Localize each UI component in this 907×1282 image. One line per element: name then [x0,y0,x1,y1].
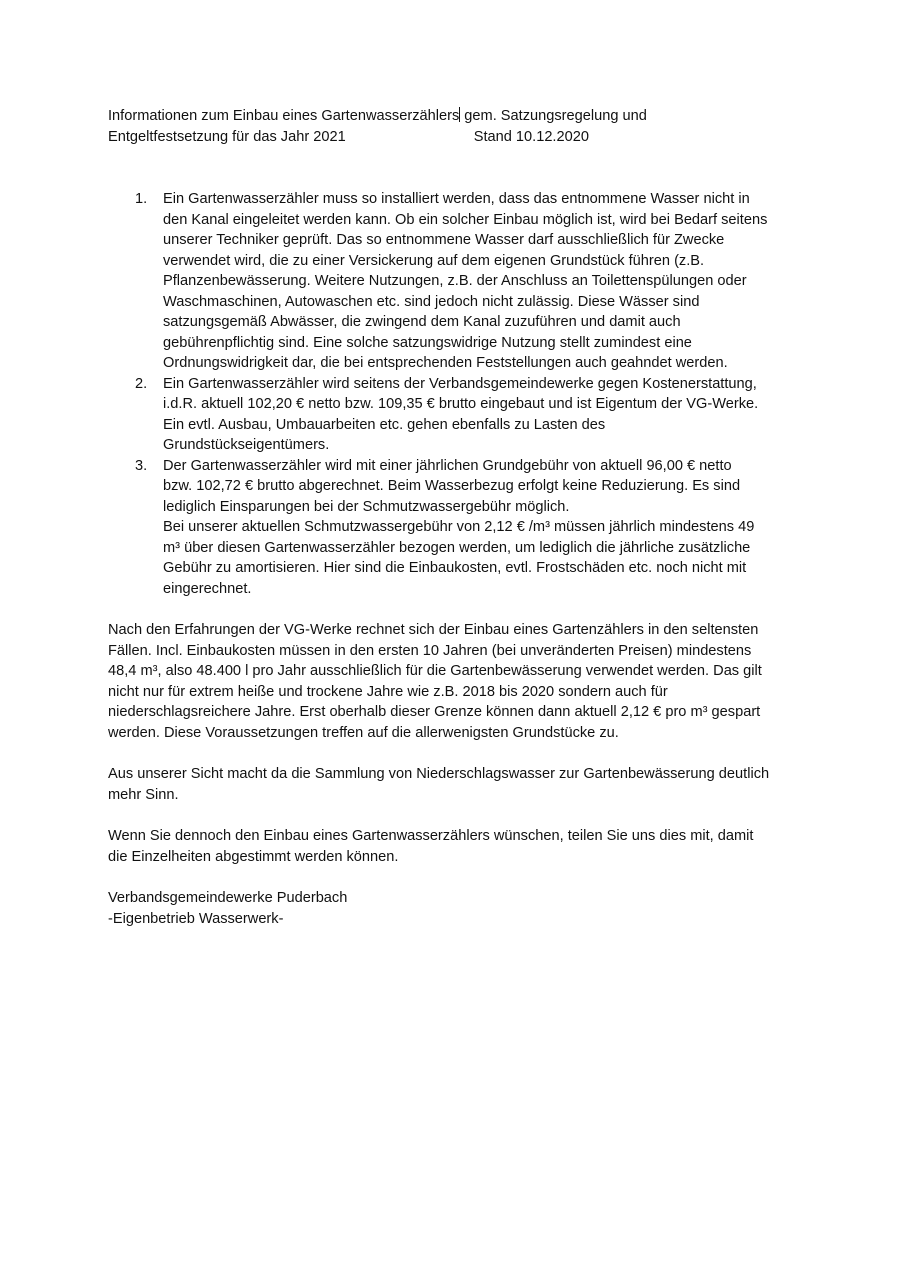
list-item-line: Waschmaschinen, Autowaschen etc. sind jedoch nicht zulässig. Diese Wässer sind [163,293,700,310]
list-item [108,374,803,456]
list-item-line: m³ über diesen Gartenwasserzähler bezogen werden, um lediglich die jährliche zusätzliche [163,539,751,556]
list-item [108,456,803,600]
header-line-2 [108,127,808,148]
list-item-line: verwendet wird, die zu einer Versickerung auf dem eigenen Grundstück führen (z.B. [163,252,705,269]
list-item-line: Ordnungswidrigkeit dar, die bei entsprechenden Feststellungen auch geahndet werden. [163,355,728,371]
list-item-line: i.d.R. aktuell 102,20 € netto bzw. 109,35 € brutto eingebaut und ist Eigentum der VG-Werke. [163,396,759,412]
header-title: Informationen zum Einbau eines Gartenwasserzählers [108,108,460,124]
list-item-line: eingerechnet. [163,580,252,597]
list-item-line: lediglich Einsparungen bei der Schmutzwassergebühr möglich. [163,498,570,515]
document-header [108,106,808,147]
list-item-number: 2. [135,375,148,392]
paragraph-line: Wenn Sie dennoch den Einbau eines Gartenwasserzählers wünschen, teilen Sie uns dies mit, damit [108,828,754,844]
list-item-line: Grundstückseigentümers. [163,437,330,453]
body-paragraph [108,764,808,805]
list-item-line: gebührenpflichtig sind. Eine solche satzungswidrige Nutzung stellt zumindest eine [163,334,692,351]
paragraph-line: Aus unserer Sicht macht da die Sammlung von Niederschlagswasser zur Gartenbewässerung deutlich [108,766,770,782]
paragraph-line: 48,4 m³, also 48.400 l pro Jahr ausschließlich für die Gartenbewässerung verwendet werden. Das gilt [108,663,762,679]
list-item-line: bzw. 102,72 € brutto abgerechnet. Beim Wasserbezug erfolgt keine Reduzierung. Es sind [163,478,741,494]
list-item-line: Ein Gartenwasserzähler muss so installiert werden, dass das entnommene Wasser nicht in [163,191,750,207]
list-item-line: unserer Techniker geprüft. Das so entnommene Wasser darf ausschließlich für Zwecke [163,232,725,248]
list-item-number: 1. [135,191,148,207]
body-paragraph [108,826,808,867]
paragraph-line: mehr Sinn. [108,786,179,803]
header-date: Stand 10.12.2020 [473,128,589,145]
list-item-line: Pflanzenbewässerung. Weitere Nutzungen, z.B. der Anschluss an Toilettenspülungen oder [163,273,747,289]
list-item-line: Ein Gartenwasserzähler wird seitens der Verbandsgemeindewerke gegen Kostenerstattung, [163,375,757,392]
list-item-line: Bei unserer aktuellen Schmutzwassergebühr von 2,12 € /m³ müssen jährlich mindestens 49 [163,519,755,535]
list-item-line: Gebühr zu amortisieren. Hier sind die Einbaukosten, evtl. Frostschäden etc. noch nicht mit [163,560,747,576]
document-page [108,106,808,929]
header-subtitle: Entgeltfestsetzung für das Jahr 2021 [108,128,346,145]
numbered-list [108,189,808,599]
paragraph-line: werden. Diese Voraussetzungen treffen auf die allerwenigsten Grundstücke zu. [108,724,619,741]
paragraph-line: die Einzelheiten abgestimmt werden können. [108,848,399,865]
paragraph-line: nicht nur für extrem heiße und trockene Jahre wie z.B. 2018 bis 2020 sondern auch für [108,683,668,700]
paragraph-line: niederschlagsreichere Jahre. Erst oberhalb dieser Grenze können dann aktuell 2,12 € pro m³ gespart [108,704,761,720]
list-item-line: den Kanal eingeleitet werden kann. Ob ein solcher Einbau möglich ist, wird bei Bedarf seitens [163,211,768,228]
signature-block [108,888,808,929]
list-item [108,189,803,374]
body-paragraph [108,620,808,743]
list-item-line: Der Gartenwasserzähler wird mit einer jährlichen Grundgebühr von aktuell 96,00 € netto [163,457,732,474]
paragraph-line: Nach den Erfahrungen der VG-Werke rechnet sich der Einbau eines Gartenzählers in den seltensten [108,622,759,638]
list-item-line: Ein evtl. Ausbau, Umbauarbeiten etc. gehen ebenfalls zu Lasten des [163,416,606,433]
paragraph-line: Fällen. Incl. Einbaukosten müssen in den ersten 10 Jahren (bei unveränderten Preisen) mindestens [108,642,752,659]
header-line-1 [108,106,808,127]
header-title-continued: gem. Satzungsregelung und [460,108,647,124]
signature-department: -Eigenbetrieb Wasserwerk- [108,910,284,927]
list-item-line: satzungsgemäß Abwässer, die zwingend dem Kanal zuzuführen und damit auch [163,314,681,330]
list-item-number: 3. [135,457,148,474]
signature-organization: Verbandsgemeindewerke Puderbach [108,890,348,906]
